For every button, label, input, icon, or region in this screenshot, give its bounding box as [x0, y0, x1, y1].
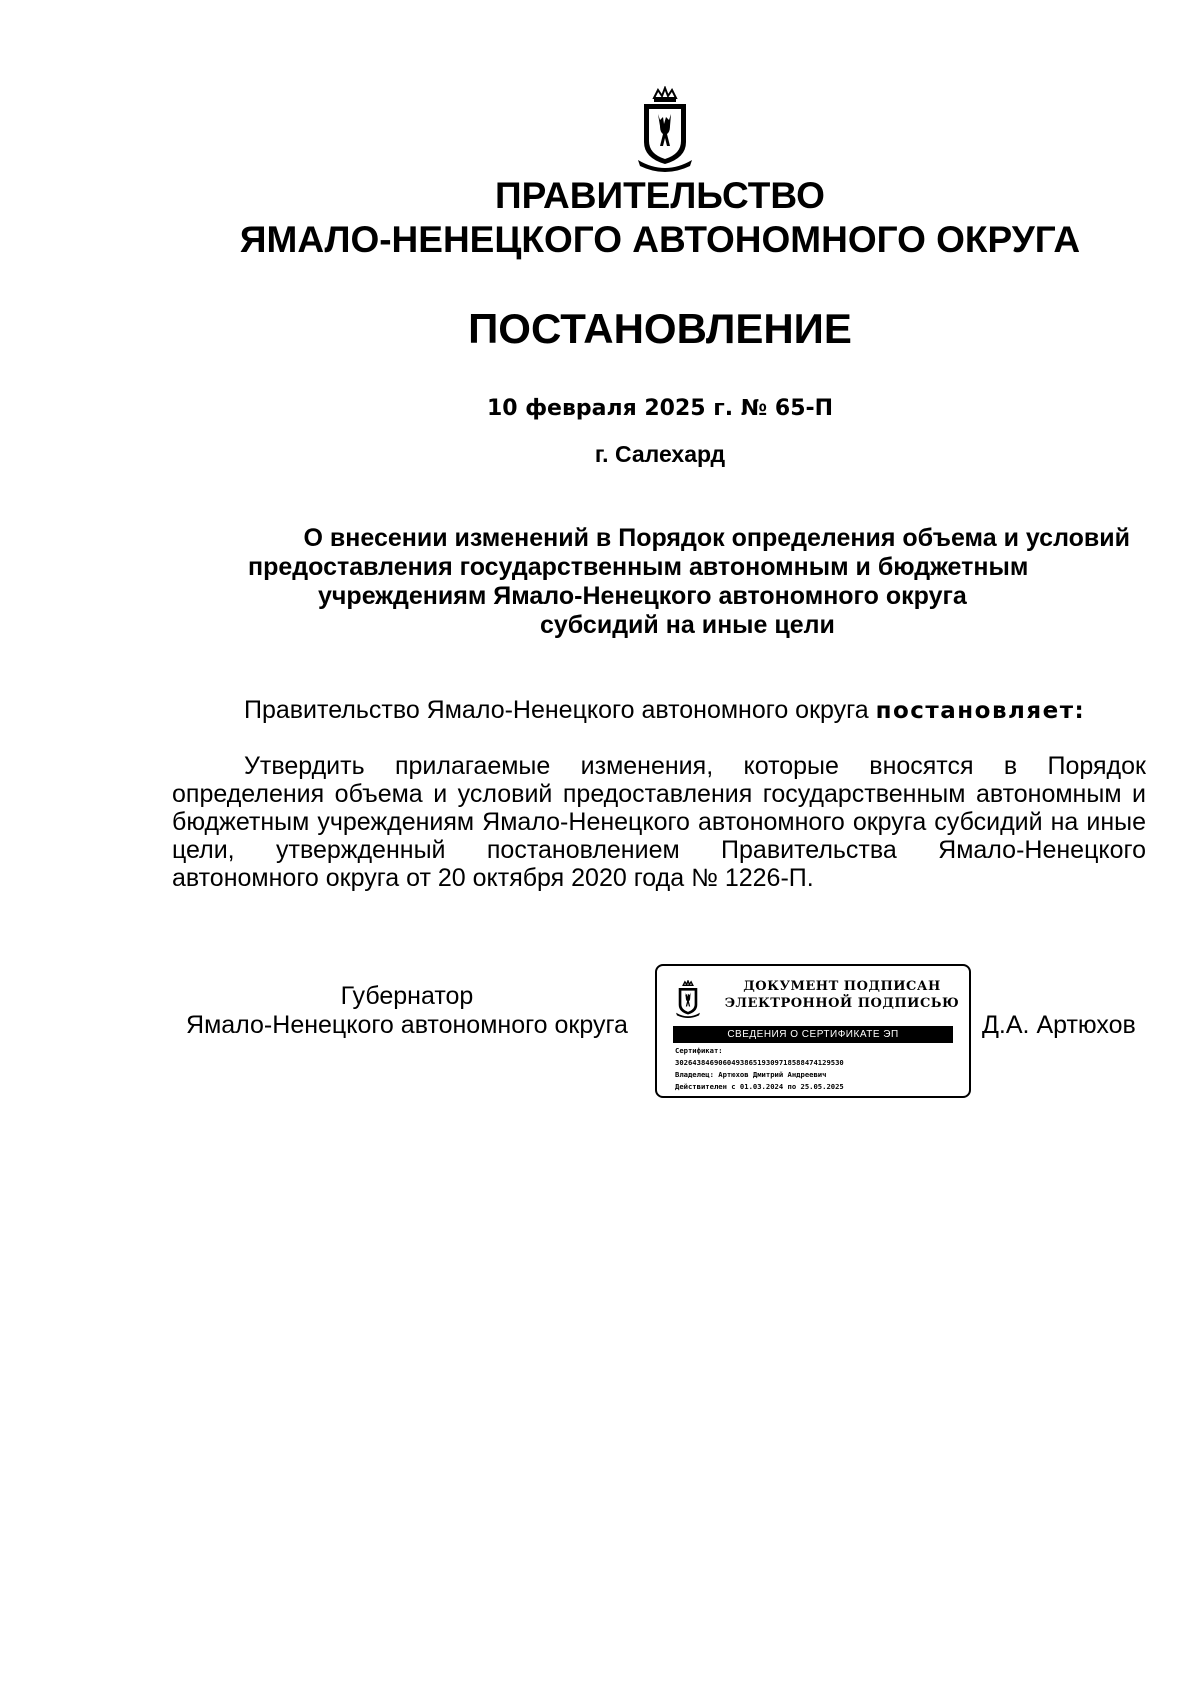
decree-intro: Правительство Ямало-Ненецкого автономного округа	[244, 696, 869, 724]
stamp-title-line2: ЭЛЕКТРОННОЙ ПОДПИСЬЮ	[724, 996, 960, 1011]
subject-line: учреждениям Ямало-Ненецкого автономного округа	[318, 582, 967, 610]
certificate-details	[675, 1045, 960, 1093]
subject-line: предоставления государственным автономным и бюджетным	[248, 553, 1029, 581]
subject-line: О внесении изменений в Порядок определения объема и условий	[303, 524, 1130, 552]
certificate-info-bar: СВЕДЕНИЯ О СЕРТИФИКАТЕ ЭП	[673, 1026, 953, 1043]
stamp-coat-of-arms-icon	[675, 980, 701, 1018]
main-text: Утвердить прилагаемые изменения, которые вносятся в Порядок определения объема и условий предоставления государственным автономным и бюджетным учреждениям Ямало-Ненецкого автономного округа субсидий на иные цели, утвержденный постановлением Правительства Ямало-Ненецкого автономного округа от 20 октября 2020 года № 1226-П.	[172, 752, 1146, 892]
stamp-title-line1: ДОКУМЕНТ ПОДПИСАН	[743, 979, 941, 994]
signer-position-line1: Губернатор	[340, 982, 474, 1010]
government-title-line2: ЯМАЛО-НЕНЕЦКОГО АВТОНОМНОГО ОКРУГА	[239, 219, 1081, 260]
main-text-paragraph	[172, 752, 1146, 892]
signer-position	[172, 982, 642, 1040]
decree-paragraph	[172, 696, 1146, 725]
coat-of-arms-icon	[636, 86, 694, 172]
signer-name: Д.А. Артюхов	[982, 1011, 1136, 1039]
government-title-line1: ПРАВИТЕЛЬСТВО	[495, 175, 825, 216]
electronic-signature-stamp	[655, 964, 971, 1098]
decree-word: постановляет:	[875, 698, 1086, 724]
certificate-number: 302643846906049386519309718588474129530	[675, 1058, 844, 1067]
certificate-validity: Действителен с 01.03.2024 по 25.05.2025	[675, 1082, 844, 1091]
document-subject	[230, 524, 1130, 640]
document-type: ПОСТАНОВЛЕНИЕ	[468, 305, 852, 352]
document-date-number: 10 февраля 2025 г. № 65-П	[486, 396, 834, 421]
document-city: г. Салехард	[594, 441, 726, 467]
stamp-title	[717, 978, 967, 1012]
signer-position-line2: Ямало-Ненецкого автономного округа	[186, 1011, 628, 1039]
certificate-owner: Владелец: Артюхов Дмитрий Андреевич	[675, 1070, 827, 1079]
subject-line: субсидий на иные цели	[540, 611, 835, 639]
certificate-label: Сертификат:	[675, 1046, 723, 1055]
